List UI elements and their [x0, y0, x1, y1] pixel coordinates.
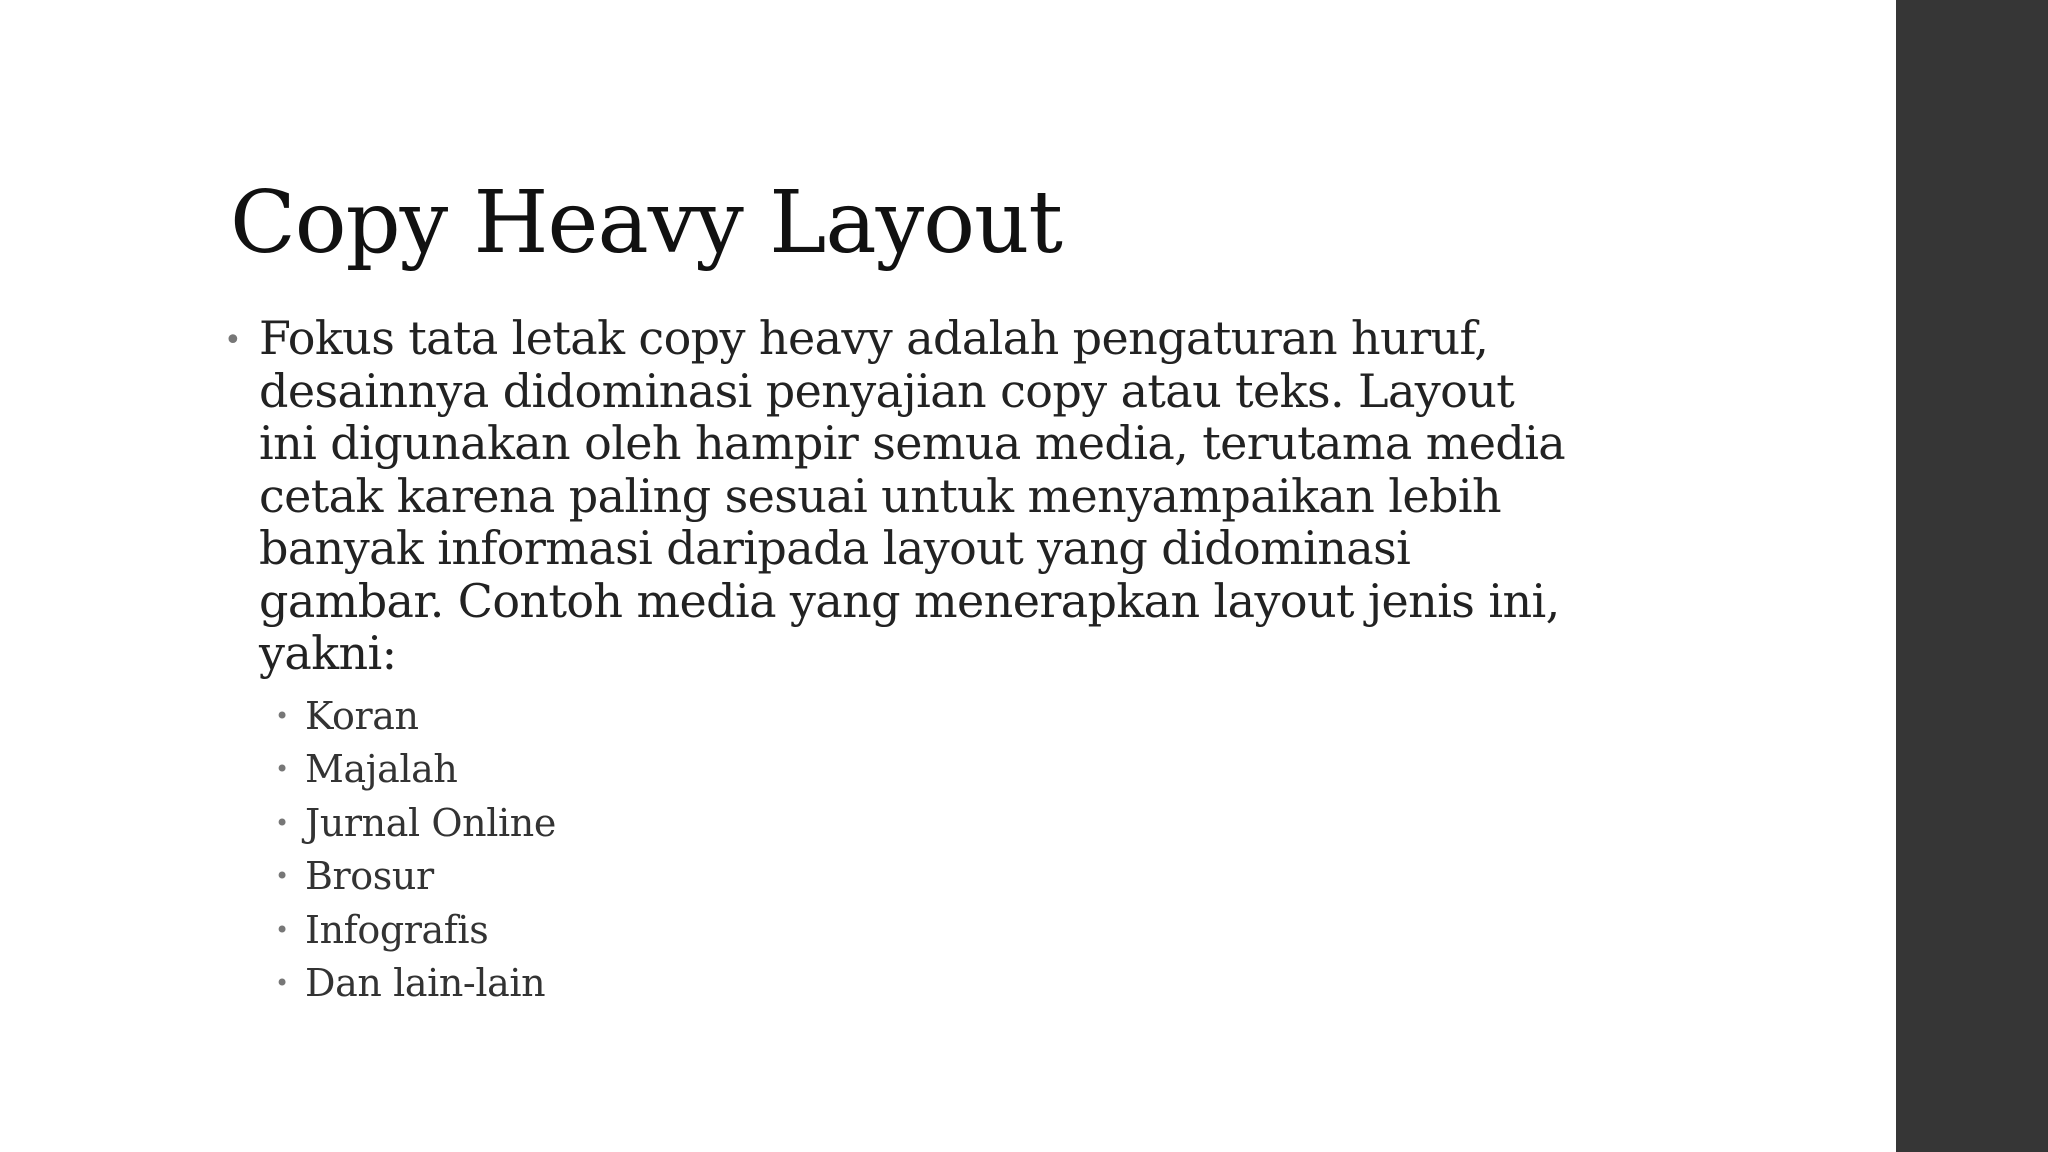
bullet-dot-icon: •: [275, 915, 289, 944]
bullet-dot-icon: •: [275, 808, 289, 837]
sub-bullet-label: Infografis: [305, 907, 489, 952]
main-bullet-line: yakni:: [259, 626, 397, 680]
sub-bullet-item: [220, 850, 1660, 904]
sub-bullet-item: [220, 743, 1660, 797]
sub-bullet-item: [220, 957, 1660, 1011]
main-bullet-line: gambar. Contoh media yang menerapkan layout jenis ini,: [259, 573, 1560, 628]
bullet-dot-icon: •: [275, 755, 289, 784]
bullet-dot-icon: •: [224, 323, 242, 358]
sub-bullet-item: [220, 904, 1660, 958]
sub-bullet-item: [220, 797, 1660, 851]
sub-bullet-label: Brosur: [305, 854, 434, 899]
main-bullet-text: [259, 312, 1660, 680]
sub-bullet-list: [220, 690, 1660, 1012]
sub-bullet-label: Majalah: [305, 747, 458, 792]
bullet-dot-icon: •: [275, 862, 289, 891]
bullet-dot-icon: •: [275, 701, 289, 730]
main-bullet-item: [220, 312, 1660, 680]
main-bullet-line: cetak karena paling sesuai untuk menyampaikan lebih: [259, 468, 1501, 523]
bullet-dot-icon: •: [275, 969, 289, 998]
main-bullet-line: desainnya didominasi penyajian copy atau teks. Layout: [259, 363, 1515, 418]
sub-bullet-label: Dan lain-lain: [305, 961, 546, 1006]
slide-body: [220, 312, 1660, 1011]
main-bullet-line: Fokus tata letak copy heavy adalah pengaturan huruf,: [259, 311, 1489, 365]
sub-bullet-label: Jurnal Online: [305, 800, 556, 845]
slide-title: Copy Heavy Layout: [230, 173, 1062, 273]
main-bullet-line: banyak informasi daripada layout yang didominasi: [259, 521, 1411, 575]
sub-bullet-label: Koran: [305, 693, 419, 738]
decorative-side-bar: [1896, 0, 2048, 1152]
main-bullet-line: ini digunakan oleh hampir semua media, terutama media: [259, 416, 1566, 470]
sub-bullet-item: [220, 690, 1660, 744]
